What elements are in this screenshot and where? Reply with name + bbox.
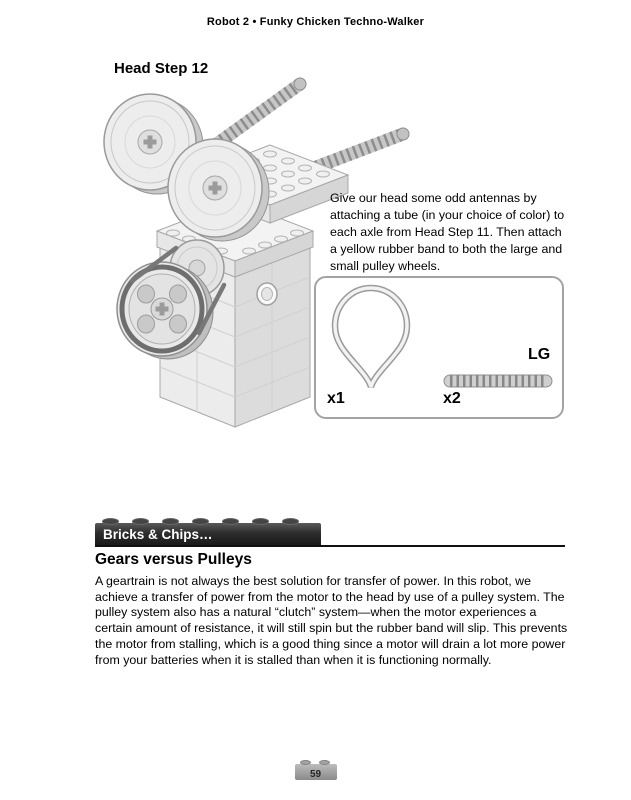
divider bbox=[95, 545, 565, 547]
step-title: Head Step 12 bbox=[114, 60, 209, 77]
bricks-chips-banner bbox=[95, 523, 321, 547]
stud-icon bbox=[319, 760, 330, 765]
tube-icon bbox=[442, 372, 554, 390]
callout-body: A geartrain is not always the best solution for transfer of power. In this robot, we achieve a transfer of power from the motor to the head by use of a pulley system. The pulley system also has a natural “clutch” system—when the motor experiences a certain amount of resistance, it will still spin but the rubber band will slip. This prevents the motor from stalling, which is a good thing since a motor will drain a lot more power from your batteries when it is stalled than when it is functioning normally. bbox=[95, 574, 568, 667]
rubber-band-count: x1 bbox=[327, 390, 345, 407]
stud-icon bbox=[192, 518, 209, 525]
callout-heading: Gears versus Pulleys bbox=[95, 551, 252, 568]
tube-size-label: LG bbox=[528, 346, 551, 363]
lego-plate-studs bbox=[102, 518, 299, 525]
stud-icon bbox=[132, 518, 149, 525]
page-number-brick bbox=[295, 764, 337, 780]
parts-box bbox=[314, 276, 564, 419]
stud-icon bbox=[282, 518, 299, 525]
stud-icon bbox=[162, 518, 179, 525]
instruction-text: Give our head some odd antennas by attaching a tube (in your choice of color) to each axle from Head Step 11. Then attach a yellow rubber band to both the large and small pulley wheels. bbox=[330, 191, 565, 273]
stud-icon bbox=[252, 518, 269, 525]
tube-count: x2 bbox=[443, 390, 461, 407]
rubber-band-icon bbox=[328, 283, 414, 393]
banner-title: Bricks & Chips… bbox=[103, 527, 213, 542]
page-number: 59 bbox=[309, 769, 322, 780]
stud-icon bbox=[222, 518, 239, 525]
stud-icon bbox=[102, 518, 119, 525]
stud-icon bbox=[300, 760, 311, 765]
running-header: Robot 2 • Funky Chicken Techno-Walker bbox=[206, 16, 425, 28]
